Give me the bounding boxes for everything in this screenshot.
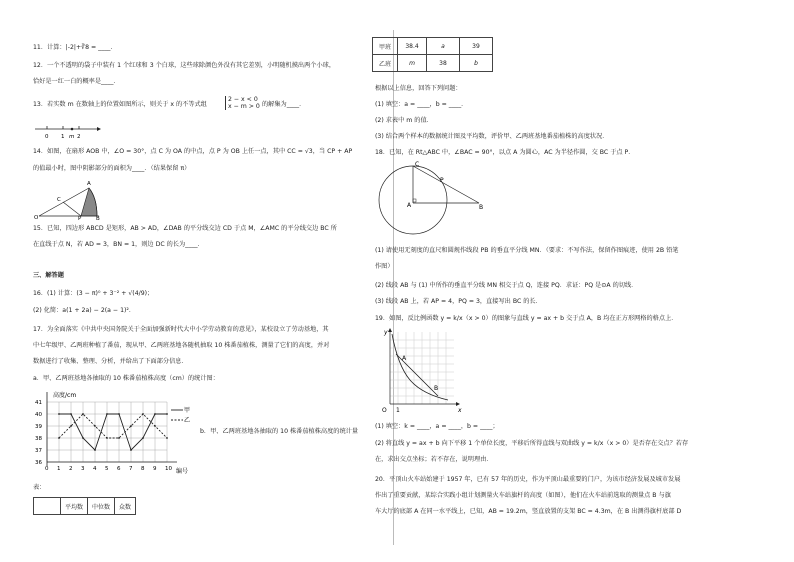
q17-sub3: (3) 结合两个样本的数据统计图及平均数，评价甲、乙两班基地番茄植株的高度状况． bbox=[375, 133, 609, 140]
x-tick-label: 3 bbox=[81, 466, 85, 472]
question-19-part1: (1) 填空：k = ____，a = ____，b = ____； bbox=[375, 423, 499, 430]
fig19-label-o: O bbox=[382, 407, 387, 414]
data-point bbox=[58, 413, 60, 415]
data-point bbox=[70, 425, 72, 427]
question-18-part2: (2) 线段 AB 与 (1) 中所作的垂直平分线 MN 相交于点 Q，连接 PQ．求证：PQ 是⊙A 的切线． bbox=[375, 282, 638, 289]
table-header-cell: 平均数 bbox=[61, 498, 88, 515]
question-17-line1: 17．为全面落实《中共中央国务院关于全面加强新时代大中小学劳动教育的意见》，某校设立了劳动基地，其 bbox=[33, 326, 329, 333]
nl-label-0: 0 bbox=[45, 134, 49, 140]
nl-label-1: 1 bbox=[61, 134, 65, 140]
fig19-label-b: B bbox=[434, 385, 439, 392]
table-cell: b bbox=[460, 55, 493, 72]
question-20-line1: 20．平顶山火车站始建于 1957 年，已有 57 年的历史，作为平顶山最重要的门户，为该市经济发展及城市发展 bbox=[375, 476, 681, 483]
q17-sub2: (2) 求表中 m 的值． bbox=[375, 117, 433, 124]
question-14-line1: 14．如图，在扇形 AOB 中，∠O = 30°，点 C 为 OA 的中点，点 P 为 OB 上任一点，其中 CC = √3，当 CP + AP bbox=[33, 148, 353, 155]
x-tick-label: 4 bbox=[93, 466, 97, 472]
chart-legend bbox=[171, 406, 190, 424]
data-point bbox=[154, 413, 156, 415]
table-row bbox=[34, 498, 136, 515]
y-tick-label: 36 bbox=[35, 460, 42, 466]
x-tick-label: 10 bbox=[165, 466, 172, 472]
x-tick-label: 7 bbox=[129, 466, 133, 472]
data-point bbox=[82, 413, 84, 415]
table-cell: a bbox=[427, 38, 460, 55]
question-20-line2: 作出了重要贡献，某综合实践小组计划测量火车站旗杆的高度（如图），他们在火车站前选取的测量点 B 与旗 bbox=[375, 492, 671, 499]
inequality-2: x − m > 0 bbox=[228, 103, 260, 110]
table-header-cell: 众数 bbox=[115, 498, 136, 515]
data-point bbox=[166, 413, 168, 415]
table-cell: 38.4 bbox=[398, 38, 427, 55]
question-16-part2: (2) 化简：a(1 + 2a) − 2(a − 1)²． bbox=[33, 307, 136, 314]
inequality-1: 2 − x < 0 bbox=[228, 96, 258, 103]
table-cell: 38 bbox=[427, 55, 460, 72]
x-tick-label: 2 bbox=[69, 466, 73, 472]
fig18-label-b: B bbox=[479, 204, 484, 211]
fig14-label-a: A bbox=[87, 181, 91, 187]
x-tick-label: 6 bbox=[117, 466, 121, 472]
table-label: 表： bbox=[33, 484, 46, 491]
x-tick-label: 8 bbox=[141, 466, 145, 472]
legend-label: 乙 bbox=[184, 417, 191, 424]
question-15-line1: 15．已知，四边形 ABCD 是矩形，AB > AD，∠DAB 的平分线交边 CD 于点 M，∠AMC 的平分线交边 BC 所 bbox=[33, 225, 337, 232]
q17-sub1: (1) 填空：a = ____，b = ____． bbox=[375, 101, 468, 108]
data-point bbox=[94, 425, 96, 427]
table-header-cell bbox=[34, 498, 61, 515]
nl-label-2: 2 bbox=[77, 134, 81, 140]
chart-series bbox=[58, 413, 168, 451]
chart-xlabel: 编号 bbox=[176, 468, 189, 475]
nl-label-m: m bbox=[69, 134, 75, 140]
question-18-line1: 18．已知，在 Rt△ABC 中，∠BAC = 90°，以点 A 为圆心，AC 为半径作圆，交 BC 于点 P． bbox=[375, 149, 635, 156]
data-point bbox=[106, 413, 108, 415]
legend-label: 甲 bbox=[184, 407, 191, 414]
fig14-label-c: C bbox=[57, 197, 61, 203]
question-12-line2: 恰好是一红一白的概率是____． bbox=[33, 78, 120, 85]
y-tick-label: 40 bbox=[35, 412, 42, 418]
inequality-system bbox=[225, 96, 260, 110]
fig14-label-p: P bbox=[78, 216, 82, 220]
number-line bbox=[33, 122, 103, 140]
question-17-line3: 数据进行了收集、整理、分析，并给出了下面部分信息． bbox=[33, 358, 188, 365]
grid-lines bbox=[390, 332, 454, 404]
question-18-part1: (1) 请使用无刻度的直尺和圆规作线段 PB 的垂直平分线 MN．（要求：不写作法，保留作图痕迹，使用 2B 铅笔 bbox=[375, 247, 679, 254]
question-14-line2: 的值最小时，图中阴影部分的面积为____．（结果保留 π） bbox=[33, 165, 191, 172]
sector-figure bbox=[33, 178, 105, 220]
x-tick-label: 9 bbox=[153, 466, 157, 472]
x-tick-label: 1 bbox=[57, 466, 61, 472]
data-point bbox=[58, 437, 60, 439]
question-15-line2: 在直线于点 N，若 AD = 3，BN = 1，则边 DC 的长为____． bbox=[33, 241, 204, 248]
question-13-text: 13．若实数 m 在数轴上的位置如图所示，则关于 x 的不等式组 bbox=[33, 101, 207, 108]
series-line-jia bbox=[59, 414, 167, 450]
question-19-part2: (2) 将直线 y = ax + b 向下平移 1 个单位长度，平移后所得直线与双曲线 y = k/x（x > 0）是否存在交点？若存 bbox=[375, 440, 689, 447]
data-point bbox=[70, 413, 72, 415]
stats-table-body bbox=[372, 37, 493, 72]
question-12-line1: 12．一个不透明的袋子中装有 1 个红球和 3 个白球，这些球除颜色外没有其它差别，小明随机摸出两个小球， bbox=[33, 62, 336, 69]
data-point bbox=[142, 413, 144, 415]
x-tick-label: 0 bbox=[45, 466, 49, 472]
data-point bbox=[118, 437, 120, 439]
y-tick-label: 39 bbox=[35, 424, 42, 430]
data-point bbox=[82, 437, 84, 439]
question-18-part3: (3) 线段 AB 上，若 AP = 4，PQ = 3，直接写出 BC 的长． bbox=[375, 298, 542, 305]
section-3-heading: 三、解答题 bbox=[33, 272, 64, 279]
data-point bbox=[154, 425, 156, 427]
table-row bbox=[373, 38, 493, 55]
fig14-label-b: B bbox=[96, 216, 100, 220]
question-19-line1: 19．如图，反比例函数 y = k/x（x > 0）的图象与直线 y = ax + b 交于点 A，B 均在正方形网格的格点上． bbox=[375, 315, 678, 322]
chart-ticks bbox=[35, 400, 172, 472]
grid-graph-figure bbox=[378, 326, 468, 416]
table-cell: m bbox=[398, 55, 427, 72]
question-17-part-a: a．甲、乙两班基地各抽取的 10 株番茄植株高度（cm）的统计图： bbox=[33, 375, 219, 382]
data-point bbox=[106, 437, 108, 439]
data-point bbox=[130, 449, 132, 451]
question-20-line3: 车大厅的底部 A 在同一水平线上，已知，AB = 19.2m，竖直放置的支架 BC = 4.3m，在 B 出测得旗杆底部 D bbox=[375, 508, 682, 515]
q17-instructions: 根据以上信息，回答下列问题： bbox=[375, 85, 462, 92]
data-point bbox=[166, 437, 168, 439]
chart-ylabel: 高度/cm bbox=[53, 392, 77, 399]
fig19-label-a: A bbox=[402, 355, 407, 362]
x-tick-label: 5 bbox=[105, 466, 109, 472]
data-point bbox=[130, 425, 132, 427]
question-17-line2: 中七年级甲、乙两班种植了番茄，现从甲、乙两班基地各随机抽取 10 株番茄植株，测量了它们的高度，并对 bbox=[33, 342, 330, 349]
y-tick-label: 41 bbox=[35, 400, 42, 406]
data-point bbox=[118, 413, 120, 415]
question-16-part1: 16．(1) 计算：(3 − π)⁰ + 3⁻² + √(4/9)； bbox=[33, 290, 154, 297]
fig19-label-1: 1 bbox=[396, 407, 400, 414]
fig18-label-c: C bbox=[415, 161, 420, 168]
question-13-tail: 的解集为____． bbox=[262, 101, 306, 108]
y-tick-label: 38 bbox=[35, 436, 42, 442]
fig19-label-x: x bbox=[458, 407, 462, 414]
stats-table-header bbox=[33, 497, 136, 515]
question-11: 11．计算：|-2|+∛8 = ____． bbox=[33, 44, 117, 51]
table-cell: 39 bbox=[460, 38, 493, 55]
circle-figure bbox=[375, 160, 495, 240]
question-19-part2-cont: 在，求出交点坐标；若不存在，说明理由． bbox=[375, 456, 493, 463]
question-17-part-b: b．甲、乙两班基地各抽取的 10 株番茄植株高度的统计量 bbox=[200, 428, 359, 435]
y-tick-label: 37 bbox=[35, 448, 42, 454]
fig19-label-y: y bbox=[384, 329, 388, 336]
fig18-label-a: A bbox=[407, 202, 412, 209]
fig18-label-p: P bbox=[440, 177, 444, 184]
table-cell: 乙班 bbox=[373, 55, 398, 72]
question-18-part1-cont: 作图） bbox=[375, 263, 394, 270]
table-header-cell: 中位数 bbox=[88, 498, 115, 515]
height-line-chart bbox=[33, 388, 193, 476]
table-row bbox=[373, 55, 493, 72]
fig14-label-o: O bbox=[34, 215, 39, 220]
table-cell: 甲班 bbox=[373, 38, 398, 55]
data-point bbox=[142, 437, 144, 439]
data-point bbox=[94, 449, 96, 451]
